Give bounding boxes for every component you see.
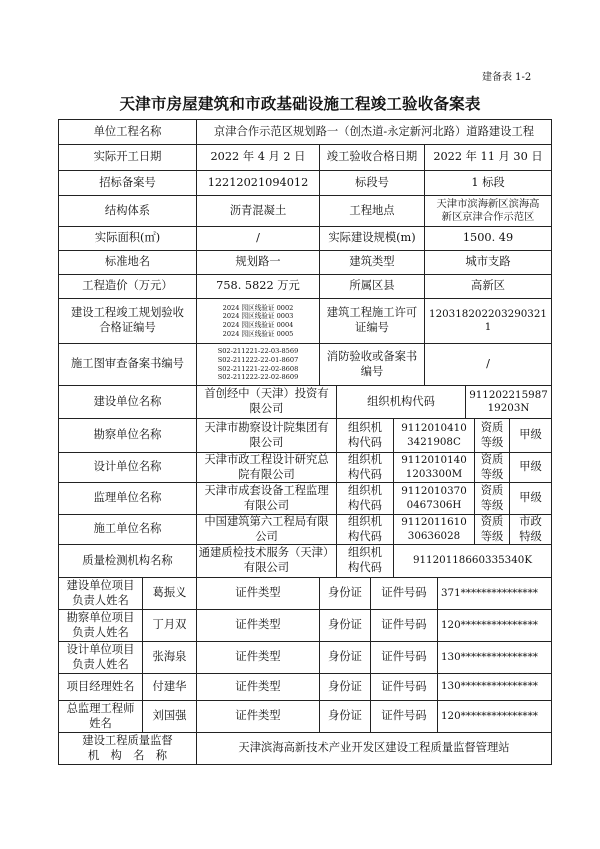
- contractor-qual-label: [474, 514, 510, 545]
- site-value-line2: 新区京津合作示范区: [441, 211, 535, 223]
- qual-label-line1: 资质: [480, 452, 504, 466]
- planning-cert-code: 2024 园区线验证 0004: [222, 321, 294, 329]
- cert-type-label: 证件类型: [196, 673, 320, 701]
- acceptance-date-label: 竣工验收合格日期: [319, 144, 425, 171]
- qual-label-line1: 资质: [480, 483, 504, 497]
- testing-agency-name: [196, 544, 337, 578]
- construction-permit-label-line2: 证编号: [355, 321, 389, 334]
- cost-label: 工程造价（万元）: [58, 274, 197, 299]
- contractor-org-code: [393, 514, 475, 545]
- design-qual-label: [474, 452, 510, 483]
- supervisor-qual-label: [474, 482, 510, 515]
- area-label: 实际面积(㎡): [58, 226, 197, 251]
- contractor-org-code-line2: 30636028: [407, 529, 461, 542]
- qual-label-line2: 等级: [480, 529, 504, 543]
- person-role-builder: [58, 577, 143, 610]
- contractor-qual-grade: [509, 514, 552, 545]
- planning-cert-code: 2024 园区线验证 0003: [222, 312, 294, 321]
- cert-no-label: 证件号码: [370, 673, 438, 701]
- acceptance-date-value: 2022 年 11 月 30 日: [424, 144, 552, 171]
- design-org-code-line1: 9112010140: [401, 454, 467, 467]
- cert-no-value: 120***************: [437, 700, 552, 733]
- district-label: 所属区县: [319, 274, 425, 299]
- person-role-line2: 负责人姓名: [72, 625, 129, 639]
- cert-no-value: 120***************: [437, 609, 552, 642]
- person-role-line2: 负责人姓名: [72, 593, 129, 607]
- supervisor-org-code-line2: 0467306H: [406, 498, 462, 511]
- scale-value: 1500. 49: [424, 226, 552, 251]
- cert-type-label: 证件类型: [196, 641, 320, 674]
- fire-acceptance-label-line2: 编号: [360, 364, 384, 378]
- planning-cert-label-line1: 建设工程竣工规划验收: [71, 306, 184, 320]
- area-value: /: [196, 226, 320, 251]
- design-org-code-line2: 1203300M: [405, 467, 463, 480]
- quality-supervision-label-line2: 机 构 名 称: [87, 748, 168, 762]
- org-code-label-line1: 组织机: [348, 514, 382, 528]
- org-code-label-line2: 构代码: [348, 561, 382, 574]
- person-name: 付建华: [142, 673, 197, 701]
- drawing-review-label: 施工图审查备案书编号: [58, 343, 197, 386]
- person-name: 葛振义: [142, 577, 197, 610]
- cert-no-value: 130***************: [437, 641, 552, 674]
- person-role-line1: 总监理工程师: [66, 701, 135, 715]
- org-code-label-line1: 组织机: [348, 483, 382, 497]
- drawing-review-code: S02-211222-22-02-8609: [217, 373, 299, 382]
- qual-label-line2: 等级: [480, 435, 504, 449]
- builder-org-code-line2: 19203N: [487, 402, 530, 414]
- contractor-org-code-label: [336, 514, 394, 545]
- survey-unit-name: [196, 418, 337, 453]
- qual-label-line2: 等级: [480, 467, 504, 481]
- drawing-review-code: S02-211221-22-02-8608: [217, 364, 299, 373]
- cost-value: 758. 5822 万元: [196, 274, 320, 299]
- cert-type-label: 证件类型: [196, 700, 320, 733]
- person-role-line1: 勘察单位项目: [66, 610, 135, 624]
- structure-value: 沥青混凝土: [196, 195, 320, 227]
- design-unit-name: [196, 452, 337, 483]
- cert-type-value: 身份证: [319, 577, 371, 610]
- start-date-value: 2022 年 4 月 2 日: [196, 144, 320, 171]
- supervisor-unit-name-line2: 有限公司: [243, 498, 290, 512]
- supervisor-org-code-line1: 9112010370: [401, 485, 467, 498]
- cert-type-value: 身份证: [319, 641, 371, 674]
- survey-unit-name-line1: 天津市勘察设计院集团有: [204, 420, 329, 434]
- construction-permit-value: 120318202203290321​1: [424, 298, 552, 344]
- survey-org-code-label: [336, 418, 394, 453]
- project-name-label: 单位工程名称: [58, 119, 197, 145]
- org-code-label-line1: 组织机: [348, 546, 382, 560]
- quality-supervision-label-line1: 建设工程质量监督: [82, 733, 173, 747]
- planning-cert-list: [196, 298, 320, 344]
- form-number: 建备表 1-2: [482, 72, 532, 83]
- planning-cert-code: 2024 园区线验证 0002: [222, 303, 294, 312]
- person-role-line2: 负责人姓名: [72, 657, 129, 671]
- supervisor-unit-name: [196, 482, 337, 515]
- person-name: 刘国强: [142, 700, 197, 733]
- building-type-value: 城市支路: [424, 250, 552, 275]
- place-name-label: 标准地名: [58, 250, 197, 275]
- place-name-value: 规划路一: [196, 250, 320, 275]
- design-unit-name-line2: 院有限公司: [238, 467, 295, 481]
- cert-no-label: 证件号码: [370, 700, 438, 733]
- contractor-org-code-line1: 9112011610: [401, 516, 467, 529]
- contractor-qual-grade-line2: 特级: [519, 529, 542, 543]
- builder-org-code: [465, 385, 552, 419]
- person-name: 丁月双: [142, 609, 197, 642]
- contractor-unit-name-line1: 中国建筑第六工程局有限: [204, 514, 329, 528]
- section-label: 标段号: [319, 170, 425, 196]
- design-unit-name-line1: 天津市政工程设计研究总: [204, 452, 329, 466]
- fire-acceptance-value: /: [424, 343, 552, 386]
- survey-org-code-line1: 9112010410: [401, 422, 467, 435]
- construction-permit-label: [319, 298, 425, 344]
- testing-agency-name-line1: 通建质检技术服务（天津）: [198, 546, 335, 560]
- contractor-unit-name: [196, 514, 337, 545]
- drawing-review-code: S02-211221-22-03-8569: [217, 347, 299, 356]
- contractor-unit-label: 施工单位名称: [58, 514, 197, 545]
- design-org-code-label: [336, 452, 394, 483]
- planning-cert-label-line2: 合格证编号: [99, 321, 156, 334]
- testing-org-code-label: [336, 544, 394, 578]
- person-role-project-manager: 项目经理姓名: [58, 673, 143, 701]
- fire-acceptance-label: [319, 343, 425, 386]
- structure-label: 结构体系: [58, 195, 197, 227]
- builder-name-line2: 限公司: [249, 402, 284, 415]
- cert-no-value: 130***************: [437, 673, 552, 701]
- cert-no-label: 证件号码: [370, 609, 438, 642]
- survey-qual-label: [474, 418, 510, 453]
- person-role-line1: 设计单位项目: [66, 642, 135, 656]
- supervisor-org-code-label: [336, 482, 394, 515]
- qual-label-line2: 等级: [480, 498, 504, 512]
- org-code-label-line2: 构代码: [348, 467, 382, 481]
- cert-type-value: 身份证: [319, 609, 371, 642]
- survey-unit-label: 勘察单位名称: [58, 418, 197, 453]
- org-code-label-line1: 组织机: [348, 452, 382, 466]
- cert-no-label: 证件号码: [370, 641, 438, 674]
- survey-unit-name-line2: 限公司: [249, 435, 284, 449]
- page-title: 天津市房屋建筑和市政基础设施工程竣工验收备案表: [119, 95, 481, 113]
- testing-agency-name-line2: 有限公司: [243, 561, 290, 574]
- fire-acceptance-label-line1: 消防验收或备案书: [326, 349, 418, 363]
- supervisor-unit-name-line1: 天津市成套设备工程监理: [204, 483, 329, 497]
- cert-type-value: 身份证: [319, 700, 371, 733]
- survey-org-code-line2: 3421908C: [407, 435, 461, 448]
- cert-type-value: 身份证: [319, 673, 371, 701]
- cert-no-label: 证件号码: [370, 577, 438, 610]
- bid-no-label: 招标备案号: [58, 170, 197, 196]
- project-name-value: 京津合作示范区规划路一（创杰道-永定新河北路）道路建设工程: [196, 119, 552, 145]
- builder-org-code-label: 组织机构代码: [336, 385, 466, 419]
- builder-label: 建设单位名称: [58, 385, 197, 419]
- supervisor-unit-label: 监理单位名称: [58, 482, 197, 515]
- contractor-unit-name-line2: 公司: [255, 529, 278, 543]
- person-role-line2: 姓名: [89, 716, 112, 730]
- org-code-label-line2: 构代码: [348, 498, 382, 512]
- construction-permit-label-line1: 建筑工程施工许可: [326, 306, 418, 320]
- person-role-chief-supervisor: [58, 700, 143, 733]
- org-code-label-line1: 组织机: [348, 420, 382, 434]
- person-role-design: [58, 641, 143, 674]
- builder-name-line1: 首创经中（天津）投资有: [204, 387, 329, 401]
- contractor-qual-grade-line1: 市政: [519, 514, 542, 528]
- design-org-code: [393, 452, 475, 483]
- building-type-label: 建筑类型: [319, 250, 425, 275]
- district-value: 高新区: [424, 274, 552, 299]
- supervisor-qual-grade: 甲级: [509, 482, 552, 515]
- site-value: [424, 195, 552, 227]
- quality-supervision-value: 天津滨海高新技术产业开发区建设工程质量监督管理站: [196, 732, 552, 765]
- bid-no-value: 12212021094012: [196, 170, 320, 196]
- design-qual-grade: 甲级: [509, 452, 552, 483]
- quality-supervision-label: [58, 732, 197, 765]
- survey-org-code: [393, 418, 475, 453]
- person-name: 张海泉: [142, 641, 197, 674]
- qual-label-line1: 资质: [480, 420, 504, 434]
- org-code-label-line2: 构代码: [348, 435, 382, 449]
- planning-cert-code: 2024 园区线验证 0005: [222, 329, 294, 338]
- builder-name: [196, 385, 337, 419]
- person-role-survey: [58, 609, 143, 642]
- start-date-label: 实际开工日期: [58, 144, 197, 171]
- qual-label-line1: 资质: [480, 514, 504, 528]
- person-role-line1: 建设单位项目: [66, 578, 135, 592]
- cert-no-value: 371***************: [437, 577, 552, 610]
- scale-label: 实际建设规模(m): [319, 226, 425, 251]
- site-value-line1: 天津市滨海新区滨海高: [436, 197, 540, 210]
- planning-cert-label: [58, 298, 197, 344]
- drawing-review-list: [196, 343, 320, 386]
- testing-agency-label: 质量检测机构名称: [58, 544, 197, 578]
- cert-type-label: 证件类型: [196, 577, 320, 610]
- section-value: 1 标段: [424, 170, 552, 196]
- site-label: 工程地点: [319, 195, 425, 227]
- drawing-review-code: S02-211222-22-01-8607: [217, 355, 299, 364]
- design-unit-label: 设计单位名称: [58, 452, 197, 483]
- testing-org-code: 91120118660335340K: [393, 544, 552, 578]
- supervisor-org-code: [393, 482, 475, 515]
- survey-qual-grade: 甲级: [509, 418, 552, 453]
- cert-type-label: 证件类型: [196, 609, 320, 642]
- builder-org-code-line1: 911202215987: [469, 388, 548, 401]
- org-code-label-line2: 构代码: [348, 529, 382, 543]
